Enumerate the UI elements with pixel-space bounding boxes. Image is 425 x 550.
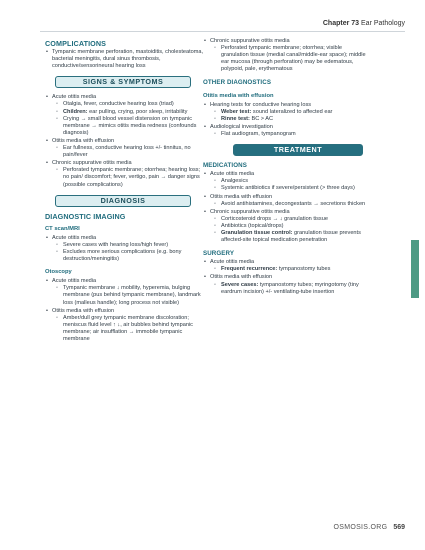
list-item: ◦ Crying → small blood vessel distension on tympanic membrane → mimics otitis media redness (confounds diagnosis) [56, 116, 207, 137]
other-dx-list [203, 102, 371, 138]
list-item [56, 109, 207, 116]
list-item: ◦ Flat audiogram, tympanogram [214, 131, 371, 138]
list-item [203, 274, 371, 295]
list-item: ◦ Systemic antibiotics if severe/persistent (> three days) [214, 185, 371, 192]
left-column [45, 38, 207, 344]
list-item: • Tympanic membrane perforation, mastoiditis, cholesteatoma, bacterial meningitis, dural sinus thrombosis, conductive/sensorineural hearing loss [45, 49, 207, 70]
list-item-label: Otitis media with effusion [52, 307, 115, 314]
list-item [45, 138, 207, 159]
list-item [203, 171, 371, 192]
right-column [203, 38, 371, 297]
list-item-label: Acute otitis media [52, 234, 97, 241]
other-diagnostics-heading: OTHER DIAGNOSTICS [203, 79, 272, 87]
list-item: ◦ Analgesics [214, 178, 371, 185]
header-divider [40, 31, 405, 32]
complications-heading: COMPLICATIONS [45, 39, 107, 48]
list-item-text: granulation tissue prevents affected-site topical medication penetration [221, 229, 361, 244]
list-item [203, 102, 371, 123]
ct-list [45, 235, 207, 263]
list-item-bold: Severe cases: [221, 281, 259, 288]
list-item-label: Acute otitis media [210, 259, 255, 266]
list-item [203, 194, 371, 208]
list-item [203, 259, 371, 273]
diagnostic-imaging-heading: DIAGNOSTIC IMAGING [45, 211, 126, 221]
list-item-text: BC > AC [249, 115, 274, 122]
surgery-list [203, 259, 371, 295]
list-item [203, 209, 371, 244]
list-item [214, 230, 371, 244]
list-item-label: Acute otitis media [52, 94, 97, 101]
otoscopy-list [45, 278, 207, 343]
list-item-label: Otitis media with effusion [210, 274, 273, 281]
list-item-label: Otitis media with effusion [52, 137, 115, 144]
list-item-label: Acute otitis media [52, 278, 97, 285]
list-item: ◦ Amber/dull grey tympanic membrane discoloration; meniscus fluid level ↑ ↓, air bubbles behind tympanic membrane; air insufflation → immobile tympanic membrane [56, 315, 207, 343]
list-item-label: Otitis media with effusion [210, 193, 273, 200]
page-header [323, 20, 405, 27]
list-item-bold: Children: [63, 108, 88, 115]
list-item [214, 266, 371, 273]
footer-brand: OSMOSIS.ORG [333, 524, 388, 531]
list-item [45, 94, 207, 137]
surgery-heading: SURGERY [203, 250, 235, 258]
list-item [45, 308, 207, 343]
signs-symptoms-banner: SIGNS & SYMPTOMS [55, 76, 191, 88]
complications-list [45, 49, 207, 70]
list-item [45, 235, 207, 263]
list-item: ◦ Tympanic membrane ↓ mobility, hyperemia, bulging membrane (pus behind tympanic membrane), landmark loss (malleus handle); long process not visible) [56, 285, 207, 306]
list-item-label: Audiological investigation [210, 123, 273, 130]
list-item-bold: Frequent recurrence: [221, 266, 278, 273]
list-item-text: sound lateralized to affected ear [251, 108, 333, 115]
list-item: ◦ Otalgia, fever, conductive hearing loss (triad) [56, 101, 207, 108]
list-item: ◦ Ear fullness, conductive hearing loss +/- tinnitus, no pain/fever [56, 145, 207, 159]
list-item: ◦ Perforated tympanic membrane; otorrhea; visible granulation tissue (medial canal/middle-ear space); middle ear mucosa (through perforation) may be edematous, polypoid, pale, erythematous [214, 45, 371, 73]
page-footer [333, 524, 405, 531]
list-item-label: Chronic suppurative otitis media [210, 208, 290, 215]
list-item: ◦ Avoid antihistamines, decongestants → secretions thicken [214, 201, 371, 208]
medications-heading: MEDICATIONS [203, 162, 247, 170]
list-item: ◦ Antibiotics (topical/drops) [214, 223, 371, 230]
list-item [214, 282, 371, 296]
diagnosis-banner: DIAGNOSIS [55, 195, 191, 207]
list-item-label: Acute otitis media [210, 171, 255, 178]
list-item-bold: Weber test: [221, 108, 252, 115]
signs-list [45, 94, 207, 188]
list-item [214, 109, 371, 116]
csom-list [203, 38, 371, 73]
chapter-title: Ear Pathology [361, 20, 405, 27]
ct-mri-heading: CT scan/MRI [45, 225, 80, 232]
list-item-text: tympanostomy tubes [277, 266, 331, 273]
list-item [203, 38, 371, 73]
list-item: ◦ Excludes more serious complications (e.g. bony destruction/meningitis) [56, 249, 207, 263]
list-item-bold: Granulation tissue control: [221, 229, 293, 236]
list-item: ◦ Severe cases with hearing loss/high fever) [56, 242, 207, 249]
list-item-text: ear pulling, crying, poor sleep, irritability [87, 108, 188, 115]
ome-subheading: Otitis media with effusion [203, 92, 274, 99]
list-item [214, 116, 371, 123]
list-item-label: Hearing tests for conductive hearing loss [210, 101, 312, 108]
page-number: 569 [393, 524, 405, 531]
medications-list [203, 171, 371, 244]
list-item-text: tympanostomy tubes; myringotomy (tiny eardrum incision) +/- ventilating-tube insertion [221, 281, 359, 295]
list-item-label: Chronic suppurative otitis media [52, 160, 132, 167]
list-item [203, 124, 371, 138]
list-item [45, 160, 207, 188]
otoscopy-heading: Otoscopy [45, 269, 72, 276]
list-item [45, 278, 207, 306]
chapter-number: Chapter 73 [322, 20, 360, 27]
treatment-banner: TREATMENT [233, 144, 363, 156]
list-item: ◦ Perforated tympanic membrane; otorrhea; hearing loss; no pain/ discomfort; fever, vertigo, pain → danger signs (possible complications) [56, 167, 207, 188]
list-item-bold: Rinne test: [221, 115, 250, 122]
list-item-label: Chronic suppurative otitis media [210, 38, 290, 44]
list-item: ◦ Corticosteroid drops → ↓ granulation tissue [214, 216, 371, 223]
chapter-side-tab [411, 240, 419, 298]
